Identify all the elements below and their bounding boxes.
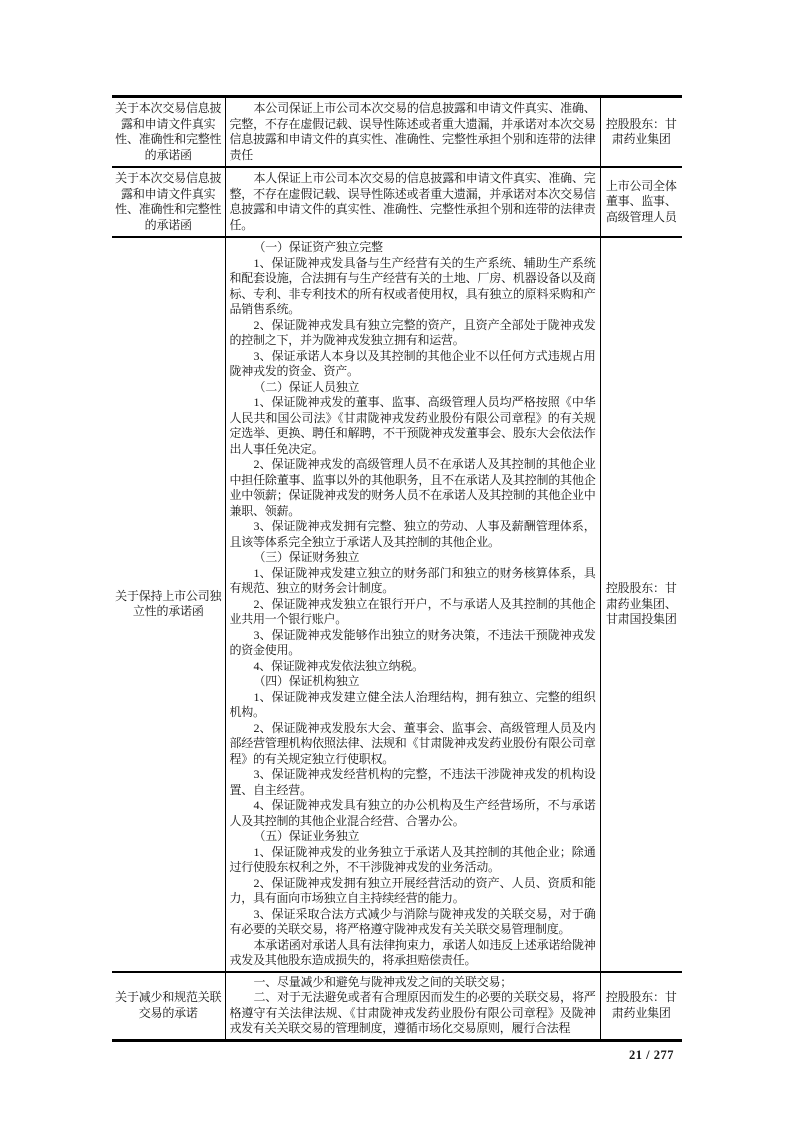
commitment-paragraph: 3、保证陇神戎发经营机构的完整，不违法干涉陇神戎发的机构设置、自主经营。 xyxy=(229,767,596,797)
page-number: 21 / 277 xyxy=(629,1047,674,1062)
commitment-paragraph: 1、保证陇神戎发具备与生产经营有关的生产系统、辅助生产系统和配套设施，合法拥有与生产经营有关的土地、厂房、机器设备以及商标、专利、非专利技术的所有权或者使用权，具有独立的原料采购和产品销售系统。 xyxy=(229,255,596,316)
commitment-paragraph: 3、保证采取合法方式减少与消除与陇神戎发的关联交易，对于确有必要的关联交易，将严格遵守陇神戎发有关关联交易管理制度。 xyxy=(229,906,596,936)
table-row xyxy=(112,237,682,972)
commitment-party-cell: 上市公司全体董事、监事、高级管理人员 xyxy=(600,167,682,237)
table-row xyxy=(112,972,682,1041)
commitment-paragraph: 本承诺函对承诺人具有法律拘束力，承诺人如违反上述承诺给陇神戎发及其他股东造成损失的，将承担赔偿责任。 xyxy=(229,937,596,967)
commitment-paragraph: 2、保证陇神戎发的高级管理人员不在承诺人及其控制的其他企业中担任除董事、监事以外的其他职务，且不在承诺人及其控制的其他企业中领薪；保证陇神戎发的财务人员不在承诺人及其控制的其他企业中兼职、领薪。 xyxy=(229,457,596,518)
commitment-paragraph: 一、尽量减少和避免与陇神戎发之间的关联交易； xyxy=(253,974,513,989)
commitment-paragraph: 2、保证陇神戎发具有独立完整的资产，且资产全部处于陇神戎发的控制之下，并为陇神戎发独立拥有和运营。 xyxy=(229,317,596,347)
table-row xyxy=(112,167,682,237)
commitment-party-cell: 控股股东：甘肃药业集团、甘肃国投集团 xyxy=(600,237,682,972)
commitment-paragraph: 本人保证上市公司本次交易的信息披露和申请文件真实、准确、完整，不存在虚假记载、误导性陈述或者重大遗漏，并承诺对本次交易信息披露和申请文件的真实性、准确性、完整性承担个别和连带的法律责任。 xyxy=(229,171,596,232)
commitment-title-cell: 关于本次交易信息披露和申请文件真实性、准确性和完整性的承诺函 xyxy=(115,101,222,162)
commitment-paragraph: 3、保证承诺人本身以及其控制的其他企业不以任何方式违规占用陇神戎发的资金、资产。 xyxy=(229,348,596,378)
commitment-paragraph: （一）保证资产独立完整 xyxy=(253,240,383,254)
commitment-paragraph: （二）保证人员独立 xyxy=(253,379,360,394)
commitment-table xyxy=(112,95,682,1042)
commitment-paragraph: 1、保证陇神戎发建立健全法人治理结构，拥有独立、完整的组织机构。 xyxy=(229,689,596,719)
commitment-paragraph: 2、保证陇神戎发股东大会、董事会、监事会、高级管理人员及内部经营管理机构依照法律、法规和《甘肃陇神戎发药业股份有限公司章程》的有关规定独立行使职权。 xyxy=(229,720,596,766)
commitment-title-cell: 关于本次交易信息披露和申请文件真实性、准确性和完整性的承诺函 xyxy=(112,167,225,237)
commitment-paragraph: 二、对于无法避免或者有合理原因而发生的必要的关联交易，将严格遵守有关法律法规、《甘肃陇神戎发药业股份有限公司章程》及陇神戎发有关关联交易的管理制度，遵循市场化交易原则，履行合法程 xyxy=(229,990,596,1035)
commitment-paragraph: 1、保证陇神戎发的业务独立于承诺人及其控制的其他企业；除通过行使股东权利之外，不干涉陇神戎发的业务活动。 xyxy=(229,844,596,874)
commitment-paragraph: 2、保证陇神戎发独立在银行开户，不与承诺人及其控制的其他企业共用一个银行账户。 xyxy=(229,596,596,626)
commitment-paragraph: （五）保证业务独立 xyxy=(253,829,360,843)
commitment-paragraph: 2、保证陇神戎发拥有独立开展经营活动的资产、人员、资质和能力，具有面向市场独立自主持续经营的能力。 xyxy=(229,875,596,905)
commitment-table-body xyxy=(112,97,682,1041)
commitment-party-cell: 控股股东：甘肃药业集团 xyxy=(600,97,682,168)
commitment-paragraph: 本公司保证上市公司本次交易的信息披露和申请文件真实、准确、完整，不存在虚假记载、误导性陈述或者重大遗漏，并承诺对本次交易信息披露和申请文件的真实性、准确性、完整性承担个别和连带的法律责任 xyxy=(229,101,596,162)
commitment-paragraph: （四）保证机构独立 xyxy=(253,674,360,688)
commitment-content-cell xyxy=(225,237,600,972)
commitment-paragraph: （三）保证财务独立 xyxy=(253,550,360,564)
commitment-content-cell xyxy=(225,972,600,1041)
commitment-party-cell: 控股股东：甘肃药业集团 xyxy=(600,972,682,1041)
commitment-content-cell xyxy=(225,97,600,168)
commitment-paragraph: 3、保证陇神戎发拥有完整、独立的劳动、人事及薪酬管理体系，且该等体系完全独立于承诺人及其控制的其他企业。 xyxy=(229,519,596,549)
commitment-paragraph: 4、保证陇神戎发具有独立的办公机构及生产经营场所，不与承诺人及其控制的其他企业混合经营、合署办公。 xyxy=(229,798,596,828)
commitment-title-cell: 关于保持上市公司独立性的承诺函 xyxy=(112,237,225,972)
commitment-table-container xyxy=(112,95,682,1063)
commitment-paragraph: 3、保证陇神戎发能够作出独立的财务决策，不违法干预陇神戎发的资金使用。 xyxy=(229,627,596,657)
commitment-paragraph: 4、保证陇神戎发依法独立纳税。 xyxy=(253,658,424,673)
commitment-paragraph: 1、保证陇神戎发的董事、监事、高级管理人员均严格按照《中华人民共和国公司法》《甘肃陇神戎发药业股份有限公司章程》的有关规定选举、更换、聘任和解聘，不干预陇神戎发董事会、股东大会依法作出人事任免决定。 xyxy=(229,395,596,456)
commitment-content-cell xyxy=(225,167,600,237)
table-row xyxy=(112,97,682,168)
commitment-title-cell: 关于减少和规范关联交易的承诺 xyxy=(112,972,225,1041)
commitment-paragraph: 1、保证陇神戎发建立独立的财务部门和独立的财务核算体系，具有规范、独立的财务会计制度。 xyxy=(229,565,596,595)
